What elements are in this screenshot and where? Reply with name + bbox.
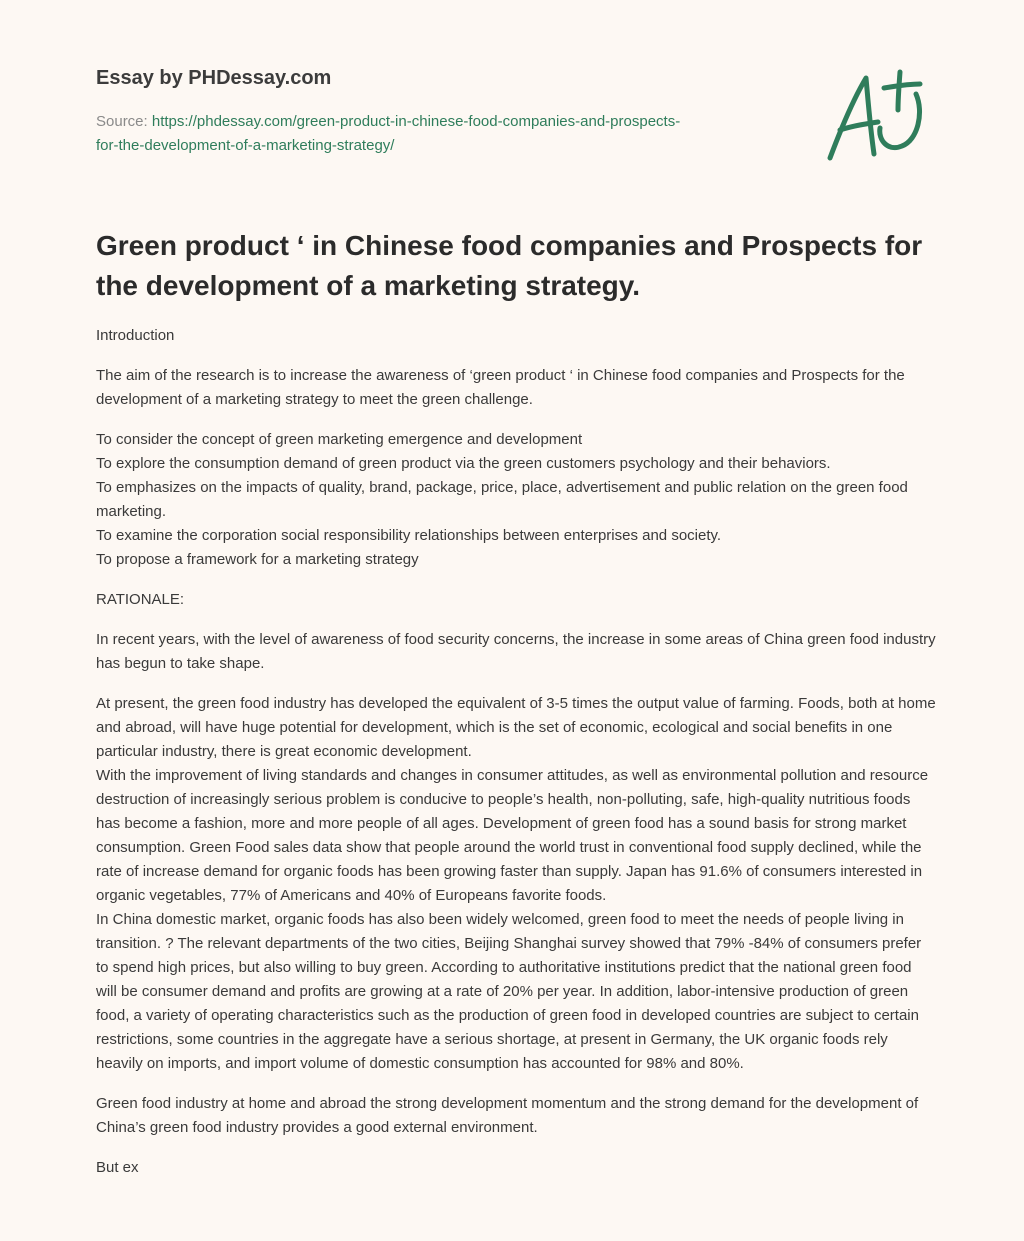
source-link-line1: https://phdessay.com/green-product-in-chinese-food-companies-and-prospects- bbox=[151, 113, 681, 130]
objective-item: To explore the consumption demand of green product via the green customers psychology and their behaviors. bbox=[96, 455, 831, 472]
rationale-block bbox=[96, 692, 936, 1076]
objective-item: To examine the corporation social responsibility relationships between enterprises and society. bbox=[96, 527, 722, 544]
objectives-list bbox=[96, 428, 936, 572]
brand-name: Essay by PHDessay.com bbox=[96, 67, 332, 89]
rationale-paragraph-2b: With the improvement of living standards and changes in consumer attitudes, as well as environmental pollution and resource destruction of increasingly serious problem is conducive to people’s health, non-polluting, safe, high-quality nutritious foods has become a fashion, more and more people of all ages. Development of green food has a sound basis for strong market consumption. Green Food sales data show that people around the world trust in conventional food supply declined, while the rate of increase demand for organic foods has been growing faster than supply. Japan has 91.6% of consumers interested in organic vegetables, 77% of Americans and 40% of Europeans favorite foods. bbox=[96, 767, 929, 904]
rationale-paragraph-2c: In China domestic market, organic foods has also been widely welcomed, green food to meet the needs of people living in transition. ? The relevant departments of the two cities, Beijing Shanghai survey showed that 79% -84% of consumers prefer to spend high prices, but also willing to buy green. According to authoritative institutions predict that the national green food will be consumer demand and profits are growing at a rate of 20% per year. In addition, labor-intensive production of green food, a variety of operating characteristics such as the production of green food in developed countries are subject to certain restrictions, some countries in the aggregate have a serious shortage, at present in Germany, the UK organic foods rely heavily on imports, and import volume of domestic consumption has accounted for 98% and 80%. bbox=[96, 911, 922, 1072]
source-line bbox=[96, 110, 796, 158]
objective-item: To consider the concept of green marketing emergence and development bbox=[96, 431, 583, 448]
page-title: Green product ‘ in Chinese food companies and Prospects for the development of a marketing strategy. bbox=[96, 230, 923, 301]
objective-item: To propose a framework for a marketing strategy bbox=[96, 551, 419, 568]
aim-paragraph: The aim of the research is to increase the awareness of ‘green product ‘ in Chinese food companies and Prospects for the development of a marketing strategy to meet the green challenge. bbox=[96, 367, 905, 408]
rationale-paragraph-1: In recent years, with the level of awareness of food security concerns, the increase in some areas of China green food industry has begun to take shape. bbox=[96, 631, 936, 672]
source-label: Source: bbox=[96, 113, 152, 130]
rationale-paragraph-2a: At present, the green food industry has developed the equivalent of 3-5 times the output value of farming. Foods, both at home and abroad, will have huge potential for development, which is the set of economic, ecological and social benefits in one particular industry, there is great economic development. bbox=[96, 695, 936, 760]
site-header bbox=[96, 64, 796, 158]
rationale-paragraph-4: But ex bbox=[96, 1159, 139, 1176]
source-link-line2: for-the-development-of-a-marketing-strategy/ bbox=[96, 137, 395, 154]
a-plus-logo-icon bbox=[820, 64, 930, 168]
intro-heading: Introduction bbox=[96, 327, 175, 344]
a-plus-logo bbox=[820, 64, 930, 168]
rationale-heading: RATIONALE: bbox=[96, 591, 185, 608]
essay-body bbox=[96, 324, 936, 1196]
rationale-paragraph-3: Green food industry at home and abroad the strong development momentum and the strong demand for the development of China’s green food industry provides a good external environment. bbox=[96, 1095, 919, 1136]
source-link[interactable] bbox=[96, 113, 680, 154]
objective-item: To emphasizes on the impacts of quality, brand, package, price, place, advertisement and public relation on the green food marketing. bbox=[96, 479, 908, 520]
